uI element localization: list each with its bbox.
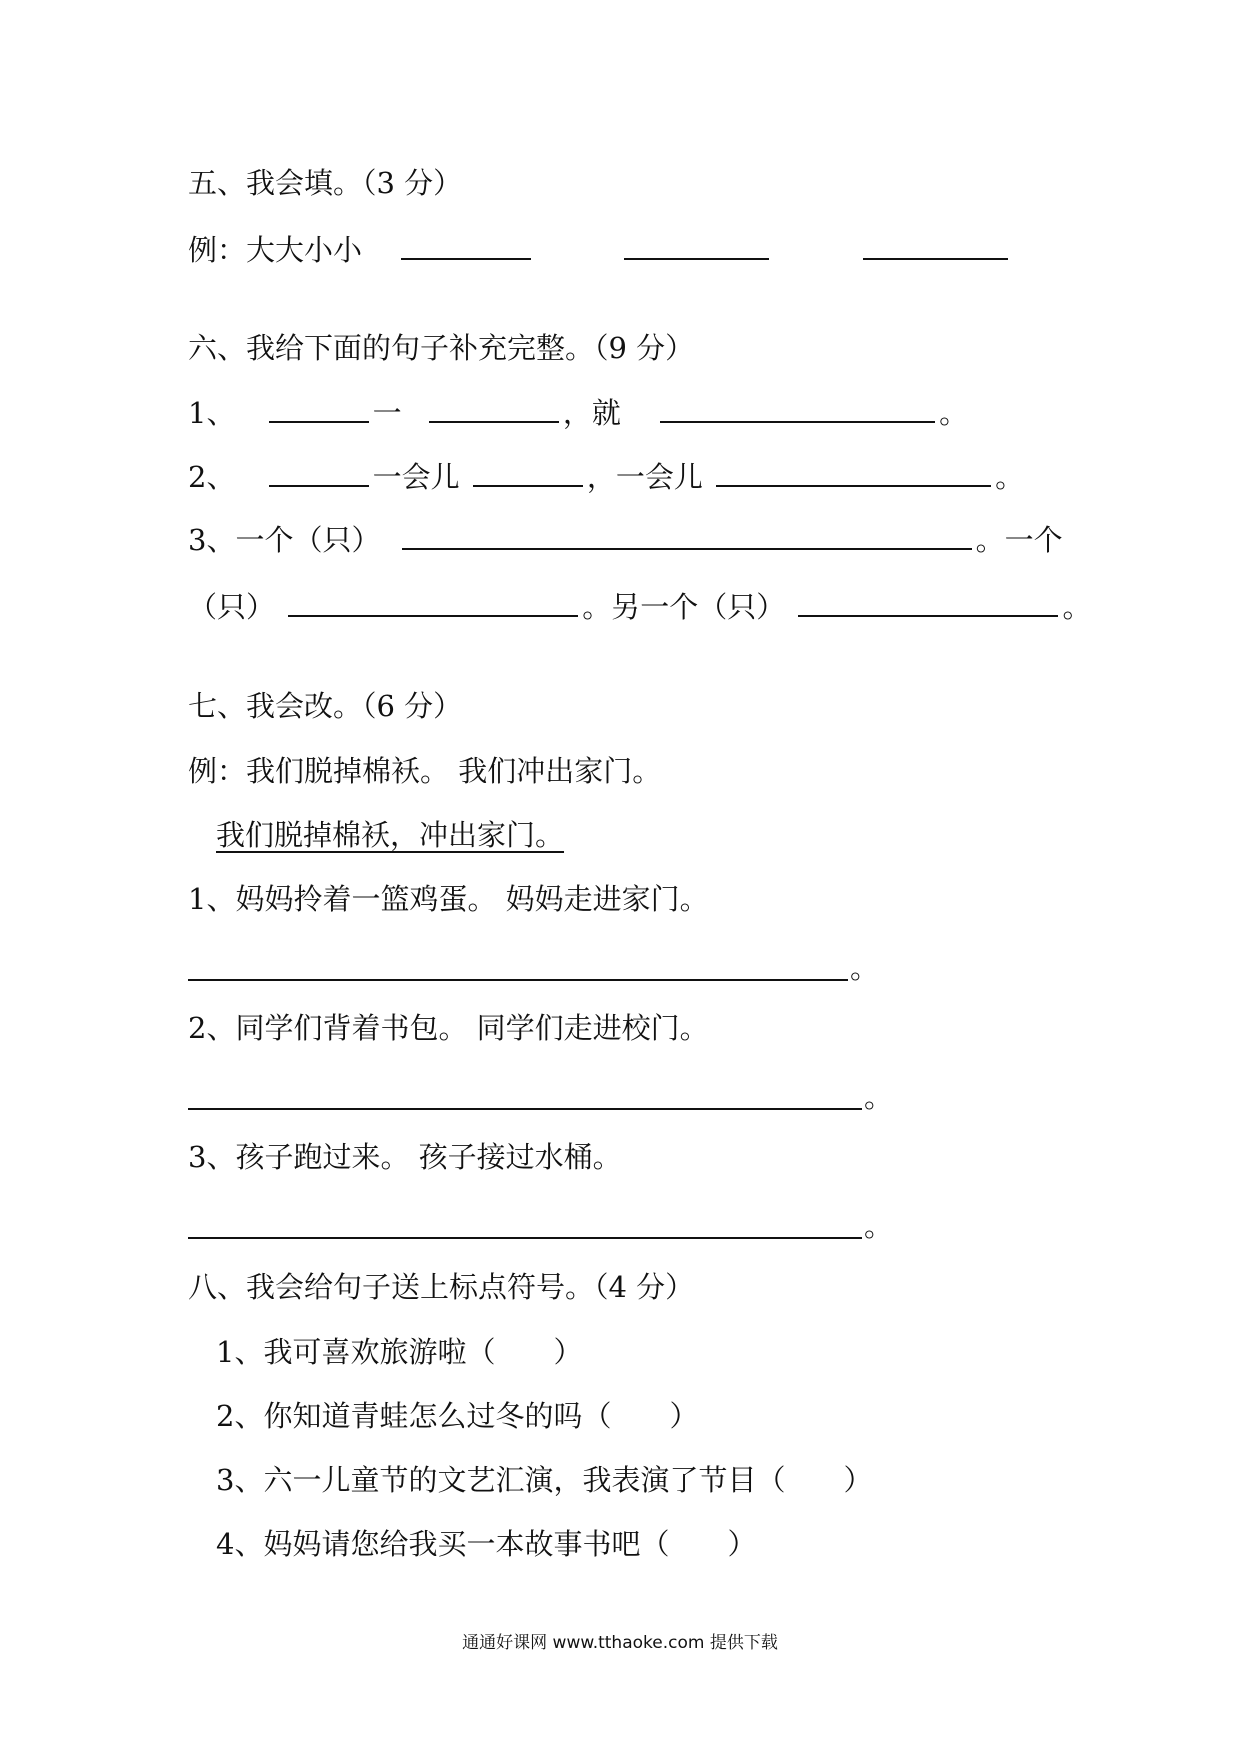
section8-item: 1、我可喜欢旅游啦（ ） (216, 1335, 583, 1369)
question-text: 。 (995, 460, 1025, 494)
fill-blank[interactable] (863, 230, 1008, 260)
section7-q1: 1、妈妈拎着一篮鸡蛋。 妈妈走进家门。 (188, 882, 709, 916)
question-text: （只） (188, 590, 276, 624)
section6-q2 (188, 457, 1024, 497)
answer-line[interactable] (188, 1107, 862, 1110)
section8-item: 2、你知道青蛙怎么过冬的吗（ ） (216, 1399, 699, 1433)
answer-line[interactable] (188, 978, 848, 981)
question-number: 1、 (188, 396, 236, 430)
fill-blank[interactable] (624, 230, 769, 260)
section8-item: 3、六一儿童节的文艺汇演，我表演了节目（ ） (216, 1463, 873, 1497)
question-text: 一 (372, 396, 402, 430)
fill-blank[interactable] (798, 587, 1058, 617)
question-text: 一会儿 (372, 460, 460, 494)
question-text: ，一会儿 (586, 460, 703, 494)
section7-example: 例：我们脱掉棉袄。 我们冲出家门。 (188, 754, 662, 788)
section6-heading: 六、我给下面的句子补充完整。（9 分） (188, 331, 695, 365)
question-text: 3、一个（只） (188, 523, 381, 557)
fill-blank[interactable] (269, 457, 369, 487)
question-text: 。一个 (975, 523, 1063, 557)
answer-line[interactable] (188, 1236, 862, 1239)
question-number: 2、 (188, 460, 236, 494)
fill-blank[interactable] (660, 393, 935, 423)
section5-example: 例：大大小小 (188, 233, 363, 267)
section8-heading: 八、我会给句子送上标点符号。（4 分） (188, 1270, 695, 1304)
period: 。 (864, 1209, 894, 1243)
fill-blank[interactable] (401, 230, 531, 260)
section8-item: 4、妈妈请您给我买一本故事书吧（ ） (216, 1527, 757, 1561)
section6-q1 (188, 393, 968, 433)
section5-example-row (188, 230, 1012, 270)
fill-blank[interactable] (716, 457, 991, 487)
footer-credit: 通通好课网 www.tthaoke.com 提供下载 (462, 1633, 778, 1653)
fill-blank[interactable] (269, 393, 369, 423)
question-text: 。 (939, 396, 969, 430)
section7-heading: 七、我会改。（6 分） (188, 689, 463, 723)
question-text: 。 (1062, 590, 1092, 624)
section5-heading: 五、我会填。（3 分） (188, 166, 463, 200)
fill-blank[interactable] (288, 587, 578, 617)
section6-q3-line2 (188, 587, 1091, 627)
section7-example-answer: 我们脱掉棉袄，冲出家门。 (216, 818, 565, 852)
section6-q3-line1 (188, 520, 1063, 560)
period: 。 (864, 1080, 894, 1114)
period: 。 (850, 951, 880, 985)
question-text: 。另一个（只） (582, 590, 786, 624)
section7-q3: 3、孩子跑过来。 孩子接过水桶。 (188, 1140, 622, 1174)
fill-blank[interactable] (473, 457, 583, 487)
question-text: ，就 (562, 396, 621, 430)
section7-q2: 2、同学们背着书包。 同学们走进校门。 (188, 1011, 709, 1045)
fill-blank[interactable] (402, 520, 972, 550)
fill-blank[interactable] (429, 393, 559, 423)
